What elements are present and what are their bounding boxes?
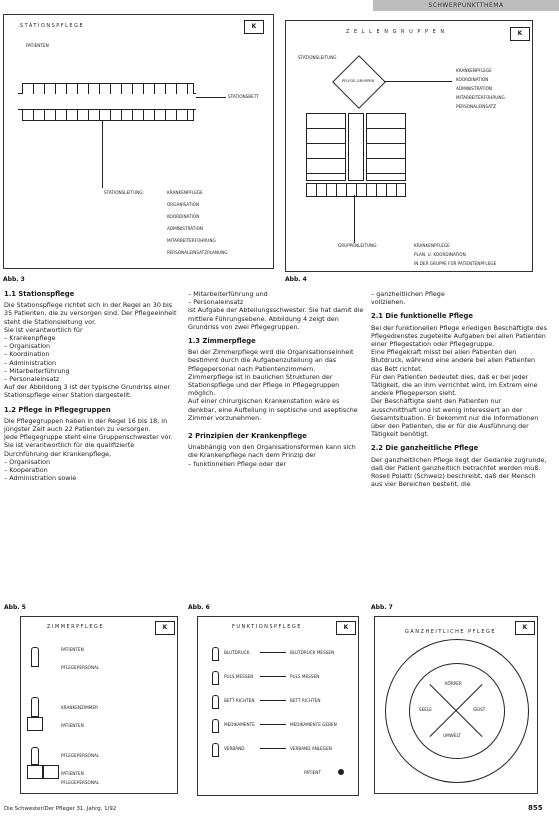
- figure-6-left: VERBAND: [224, 746, 245, 751]
- figure-6-left: BLUTDRUCK: [224, 650, 250, 655]
- figure-5-row: PFLEGEPERSONAL: [61, 753, 100, 758]
- paragraph: Bei der funktionellen Pflege erledigen Beschäftigte des Pflegedienstes zugeteilte Aufgaben bei allen Patienten einer Pflegestation oder Pflegegruppe.: [371, 323, 547, 349]
- logo-icon: K: [244, 20, 264, 34]
- figure-3-item: KRANKENPFLEGE: [167, 190, 203, 195]
- logo-icon: K: [510, 27, 530, 41]
- list-item: – Personaleinsatz: [188, 298, 244, 307]
- figure-5-row: PATIENTEN: [61, 771, 84, 776]
- list-item: – Personaleinsatz: [4, 375, 60, 384]
- footer-journal: Die Schwester/Der Pfleger 31. Jahrg. 1/92: [4, 806, 117, 812]
- figure-5: [20, 616, 178, 794]
- figure-6-right: PATIENT: [304, 770, 321, 775]
- figure-7: [374, 616, 538, 794]
- figure-6-right: MEDIKAMENTE GEBEN: [290, 722, 337, 727]
- figure-4-top-label: STATIONSLEITUNG: [298, 55, 337, 60]
- figure-3-sub: PATIENTEN: [26, 43, 49, 48]
- heading: 1.1 Stationspflege: [4, 290, 75, 298]
- figure-6-title: FUNKTIONSPFLEGE: [232, 624, 302, 630]
- list-item: – Mitarbeiterführung und: [188, 290, 268, 298]
- figure-5-row: KRANKENZIMMER: [61, 705, 98, 710]
- person-icon: [31, 747, 39, 765]
- figure-5-row: PATIENTEN: [61, 723, 84, 728]
- text-column-1: [4, 290, 180, 590]
- bed-icon: [43, 765, 59, 779]
- figure-4-item: KOORDINATION: [456, 77, 489, 82]
- list-item: – Mitarbeiterführung: [4, 366, 70, 375]
- figure-6: [197, 616, 359, 796]
- paragraph: Sie ist verantwortlich für die qualifizierte Durchführung der Krankenpflege,: [4, 441, 135, 458]
- bed-icon: [27, 765, 43, 779]
- paragraph: Die Stationspflege richtet sich in der Regel an 30 bis 35 Patienten, die zu versorgen sind. Der Pflegeeinheit steht die Stationsleitung vor.: [4, 301, 177, 326]
- paragraph: Für den Patienten bedeutet dies, daß er bei jeder Tätigkeit, die an ihm verrichtet wird, im Extrem eine andere Pflegeperson sieht.: [371, 372, 538, 398]
- stationsleitung-label: STATIONSLEITUNG:: [104, 190, 144, 195]
- figure-3-item: ADMINISTRATION: [167, 226, 204, 231]
- diamond-label: PFLEGE-GRUPPEN: [342, 79, 375, 83]
- room-row: [306, 183, 406, 197]
- section-header: SCHWERPUNKTTHEMA: [373, 0, 559, 11]
- list-item: – Organisation: [4, 342, 51, 351]
- figure-4-gruppen-item: PLAN. U. KOORDINATION: [414, 252, 466, 257]
- figure-4-gruppen-item: KRANKENPFLEGE: [414, 243, 450, 248]
- person-icon: [212, 647, 219, 661]
- room-block: [306, 113, 346, 181]
- figure-7-caption: Abb. 7: [371, 604, 393, 611]
- figure-3-item: ORGANISATION: [167, 202, 200, 207]
- logo-icon: K: [155, 621, 175, 635]
- figure-6-right: PULS MESSEN: [290, 674, 320, 679]
- figure-4-title: Z E L L E N G R U P P E N: [346, 29, 446, 35]
- figure-4-item: PERSONALEINSATZ: [456, 104, 497, 109]
- bed-icon: [27, 717, 43, 731]
- person-icon: [212, 743, 219, 757]
- figure-3-right-label: STATIONSBETT: [228, 94, 259, 99]
- heading: 2.2 Die ganzheitliche Pflege: [371, 444, 479, 453]
- paragraph: Jede Pflegegruppe steht eine Gruppenschwester vor.: [4, 433, 173, 442]
- paragraph: Eine Pflegekraft misst bei allen Patienten den Blutdruck, während eine andere bei allen Patienten das Bett richtet.: [371, 348, 536, 373]
- logo-icon: K: [515, 621, 535, 635]
- quadrant-label: UMWELT: [443, 733, 461, 738]
- list-item: – Organisation: [4, 457, 51, 466]
- person-icon: [212, 671, 219, 685]
- quadrant-label: GEIST: [473, 707, 486, 712]
- paragraph: Der Beschäftigte sieht den Patienten nur ausschnitthaft und ist wenig interessiert an der Gesamtsituation. Er bekommt nur die Informationen über den Patienten, die er für die Ausführung der Tätigkeit benötigt.: [371, 397, 539, 439]
- list-item: – funktionellen Pflege oder der: [188, 459, 287, 468]
- patient-dot-icon: [338, 769, 344, 775]
- room-row: [22, 83, 194, 94]
- paragraph: Roseli Polatti (Schweiz) beschreibt, daß der Mensch aus vier Bereichen besteht, die: [371, 472, 536, 489]
- figure-6-right: BLUTDRUCK MESSEN: [290, 650, 335, 655]
- figure-4-item: ADMINISTRATION: [456, 86, 493, 91]
- paragraph: Sie ist verantwortlich für: [4, 325, 83, 334]
- list-item: – Kooperation: [4, 466, 48, 475]
- room-block: [366, 113, 406, 181]
- figure-5-caption: Abb. 5: [4, 604, 26, 611]
- heading: 2 Prinzipien der Krankenpflege: [188, 432, 307, 441]
- list-item: – Administration sowie: [4, 474, 77, 483]
- heading: 1.2 Pflege in Pflegegruppen: [4, 405, 111, 414]
- list-item: – ganzheitlichen Pflege: [371, 290, 445, 298]
- gruppenleitung-label: GRUPPENLEITUNG:: [338, 243, 378, 248]
- figure-7-title: GANZHEITLICHE PFLEGE: [405, 629, 497, 635]
- paragraph: Bei der Zimmerpflege wird die Organisationseinheit bestimmt durch die Aufgabenzuteilung an das Pflegepersonal nach Patientenzimmern.: [188, 348, 354, 373]
- room-block: [348, 113, 364, 181]
- text-column-3: [371, 290, 547, 590]
- paragraph: ist Aufgabe der Abteilungsschwester. Sie hat damit die mittlere Führungsebene. Abbildung 4 zeigt den Grundriss von zwei Pflegegruppen.: [188, 306, 364, 331]
- room-row: [22, 110, 194, 121]
- figure-3-item: MITARBEITERFÜHRUNG: [167, 238, 216, 243]
- paragraph: Der ganzheitlichen Pflege liegt der Gedanke zugrunde, daß der Patient ganzheitlich betrachtet werden muß.: [371, 455, 547, 472]
- person-icon: [31, 647, 39, 667]
- figure-5-row: PFLEGEPERSONAL: [61, 780, 100, 785]
- figure-4: [285, 20, 533, 272]
- figure-4-item: MITARBEITERFÜHRUNG: [456, 95, 505, 100]
- figure-6-left: MEDIKAMENTE: [224, 722, 255, 727]
- paragraph: Die Pflegegruppen haben in der Regel 16 bis 18, in jüngster Zeit auch 22 Patienten zu versorgen.: [4, 416, 168, 434]
- figure-3-item: PERSONALEINSATZPLANUNG: [167, 250, 228, 255]
- quadrant-label: SEELE: [419, 707, 432, 712]
- figure-5-row: PFLEGEPERSONAL: [61, 665, 100, 670]
- figure-4-caption: Abb. 4: [285, 276, 307, 283]
- figure-6-left: PULS MESSEN: [224, 674, 254, 679]
- figure-3-caption: Abb. 3: [3, 276, 25, 283]
- page-number: 855: [528, 804, 543, 812]
- figure-3-title: STATIONSPFLEGE: [20, 23, 85, 29]
- figure-3-item: KOORDINATION: [167, 214, 200, 219]
- paragraph: vollziehen.: [371, 298, 406, 307]
- figure-5-row: PATIENTEN: [61, 647, 84, 652]
- person-icon: [212, 719, 219, 733]
- list-item: – Koordination: [4, 350, 50, 359]
- figure-5-title: ZIMMERPFLEGE: [47, 624, 105, 630]
- person-icon: [212, 695, 219, 709]
- figure-6-right: BETT RICHTEN: [290, 698, 321, 703]
- figure-4-gruppen-item: IN DER GRUPPE FÜR PATIENTENPFLEGE: [414, 261, 497, 266]
- heading: 2.1 Die funktionelle Pflege: [371, 312, 473, 321]
- figure-6-caption: Abb. 6: [188, 604, 210, 611]
- figure-4-item: KRANKENPFLEGE: [456, 68, 492, 73]
- heading: 1.3 Zimmerpflege: [188, 337, 256, 346]
- figure-6-right: VERBAND ANLEGEN: [290, 746, 332, 751]
- text-column-2: [188, 290, 364, 590]
- logo-icon: K: [336, 621, 356, 635]
- list-item: – Administration: [4, 358, 56, 367]
- paragraph: Unabhängig von den Organisationsformen kann sich die Krankenpflege nach dem Prinzip der: [188, 443, 356, 460]
- quadrant-label: KÖRPER: [445, 681, 462, 686]
- list-item: – Krankenpflege: [4, 334, 56, 343]
- person-icon: [31, 697, 39, 717]
- paragraph: Auf einer chirurgischen Krankenstation wäre es denkbar, eine Aufteilung in septische und aseptische Zimmer vorzunehmen.: [188, 397, 358, 422]
- paragraph: Zimmerpflege ist in baulichen Strukturen der Stationspflege und der Pflege in Pflegegruppen möglich.: [188, 372, 340, 398]
- figure-3: [3, 14, 274, 269]
- figure-6-left: BETT RICHTEN: [224, 698, 255, 703]
- paragraph: Auf der Abbildung 3 ist der typische Grundriss einer Stationspflege einer Station dargestellt.: [4, 383, 171, 400]
